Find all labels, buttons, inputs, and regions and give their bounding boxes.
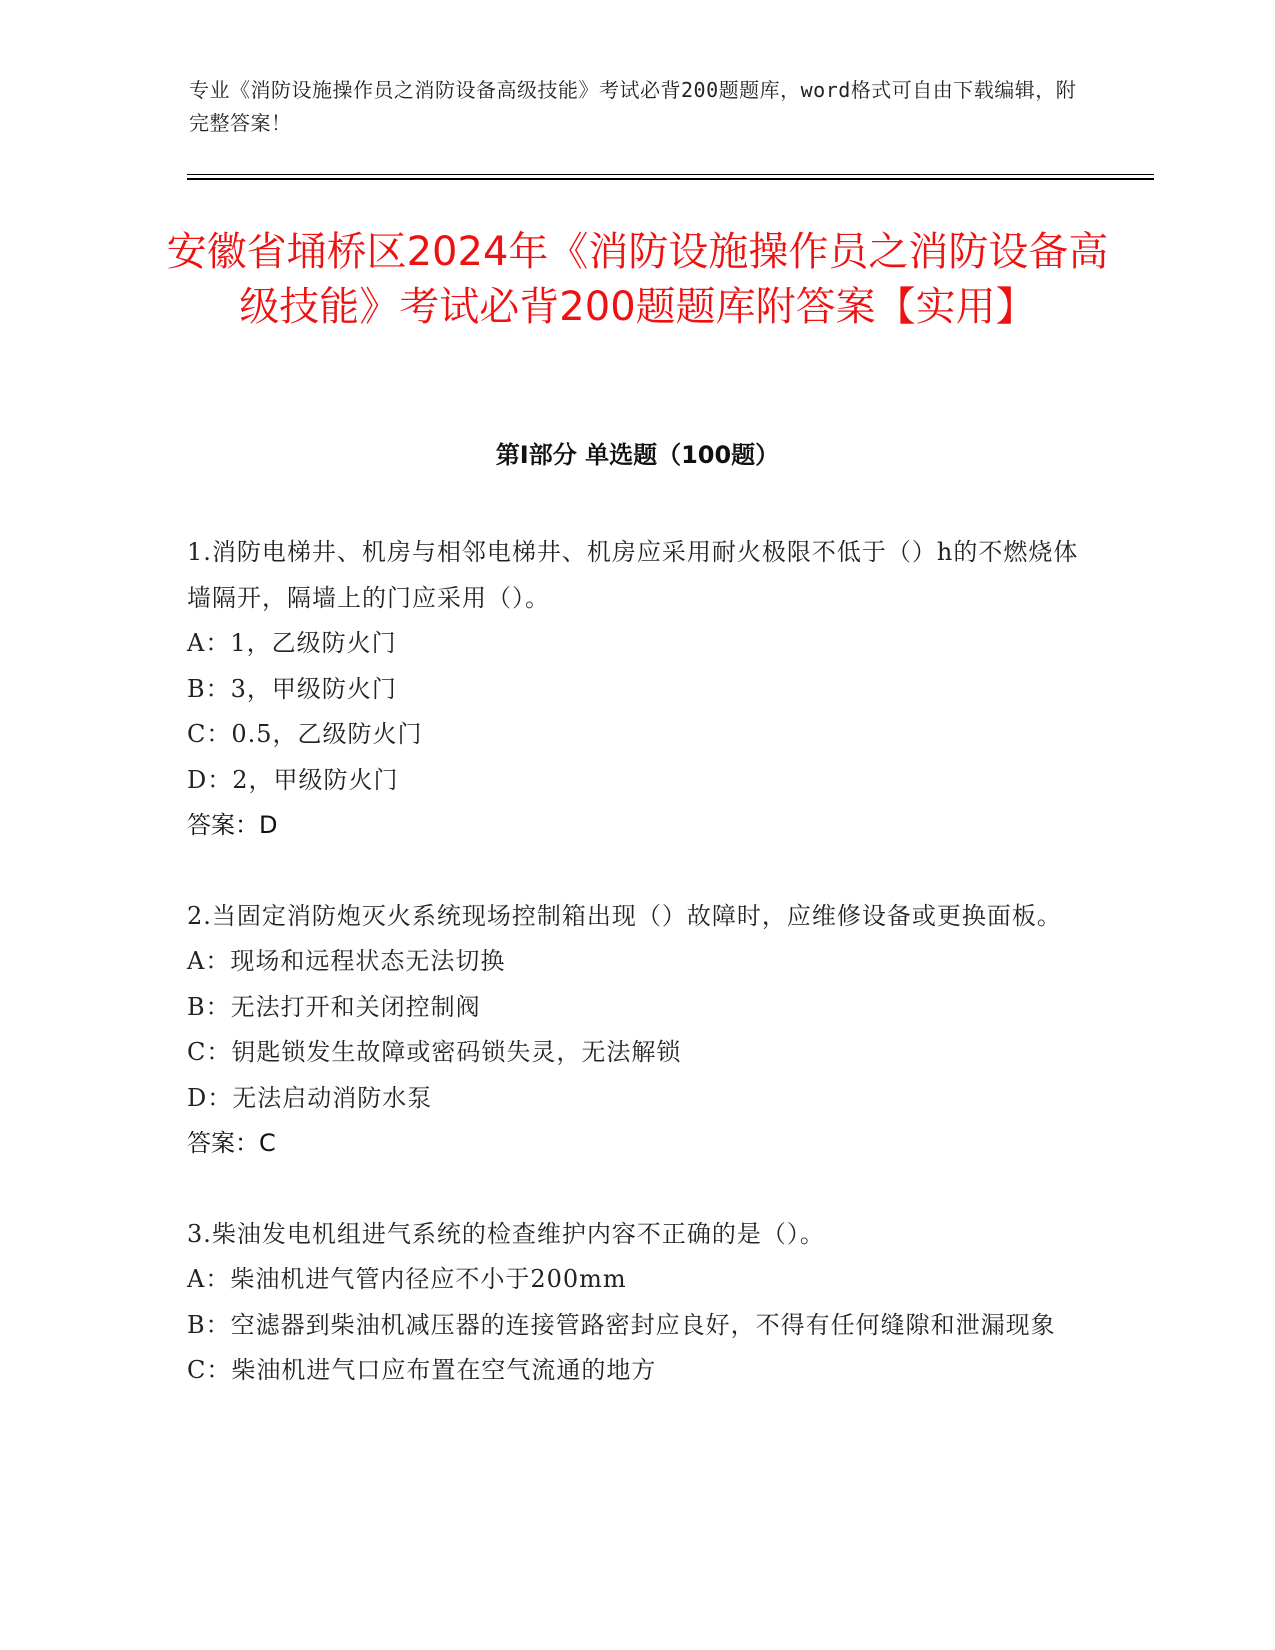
option-c: C：0.5，乙级防火门 <box>187 720 423 748</box>
option-a: A：1，乙级防火门 <box>187 629 397 657</box>
question-item <box>187 530 1087 849</box>
answer-line: 答案：D <box>187 811 278 839</box>
option-b: B：无法打开和关闭控制阀 <box>187 992 481 1021</box>
option-d: D：无法启动消防水泵 <box>187 1083 433 1112</box>
option-c: C：柴油机进气口应布置在空气流通的地方 <box>187 1356 657 1384</box>
question-item <box>187 1212 1087 1394</box>
question-list <box>187 530 1087 1439</box>
question-stem: 1.消防电梯井、机房与相邻电梯井、机房应采用耐火极限不低于（）h的不燃烧体墙隔开，隔墙上的门应采用（）。 <box>187 538 1079 612</box>
question-item <box>187 894 1087 1167</box>
question-stem: 3.柴油发电机组进气系统的检查维护内容不正确的是（）。 <box>187 1219 825 1248</box>
option-b: B：空滤器到柴油机减压器的连接管路密封应良好，不得有任何缝隙和泄漏现象 <box>187 1310 1056 1339</box>
option-a: A：柴油机进气管内径应不小于200mm <box>187 1265 627 1293</box>
option-b: B：3，甲级防火门 <box>187 674 397 703</box>
option-a: A：现场和远程状态无法切换 <box>187 947 506 975</box>
header-note: 专业《消防设施操作员之消防设备高级技能》考试必背200题题库，word格式可自由下载编辑，附完整答案！ <box>189 78 1077 135</box>
option-c: C：钥匙锁发生故障或密码锁失灵，无法解锁 <box>187 1038 682 1066</box>
document-title: 安徽省埇桥区2024年《消防设施操作员之消防设备高级技能》考试必背200题题库附答案【实用】 <box>166 229 1109 330</box>
option-d: D：2，甲级防火门 <box>187 765 399 794</box>
answer-line: 答案：C <box>187 1129 276 1157</box>
header-rule-thin <box>187 174 1154 175</box>
section-title: 第I部分 单选题（100题） <box>495 441 780 469</box>
question-stem: 2.当固定消防炮灭火系统现场控制箱出现（）故障时，应维修设备或更换面板。 <box>187 901 1062 930</box>
header-rule-thick <box>187 178 1154 180</box>
